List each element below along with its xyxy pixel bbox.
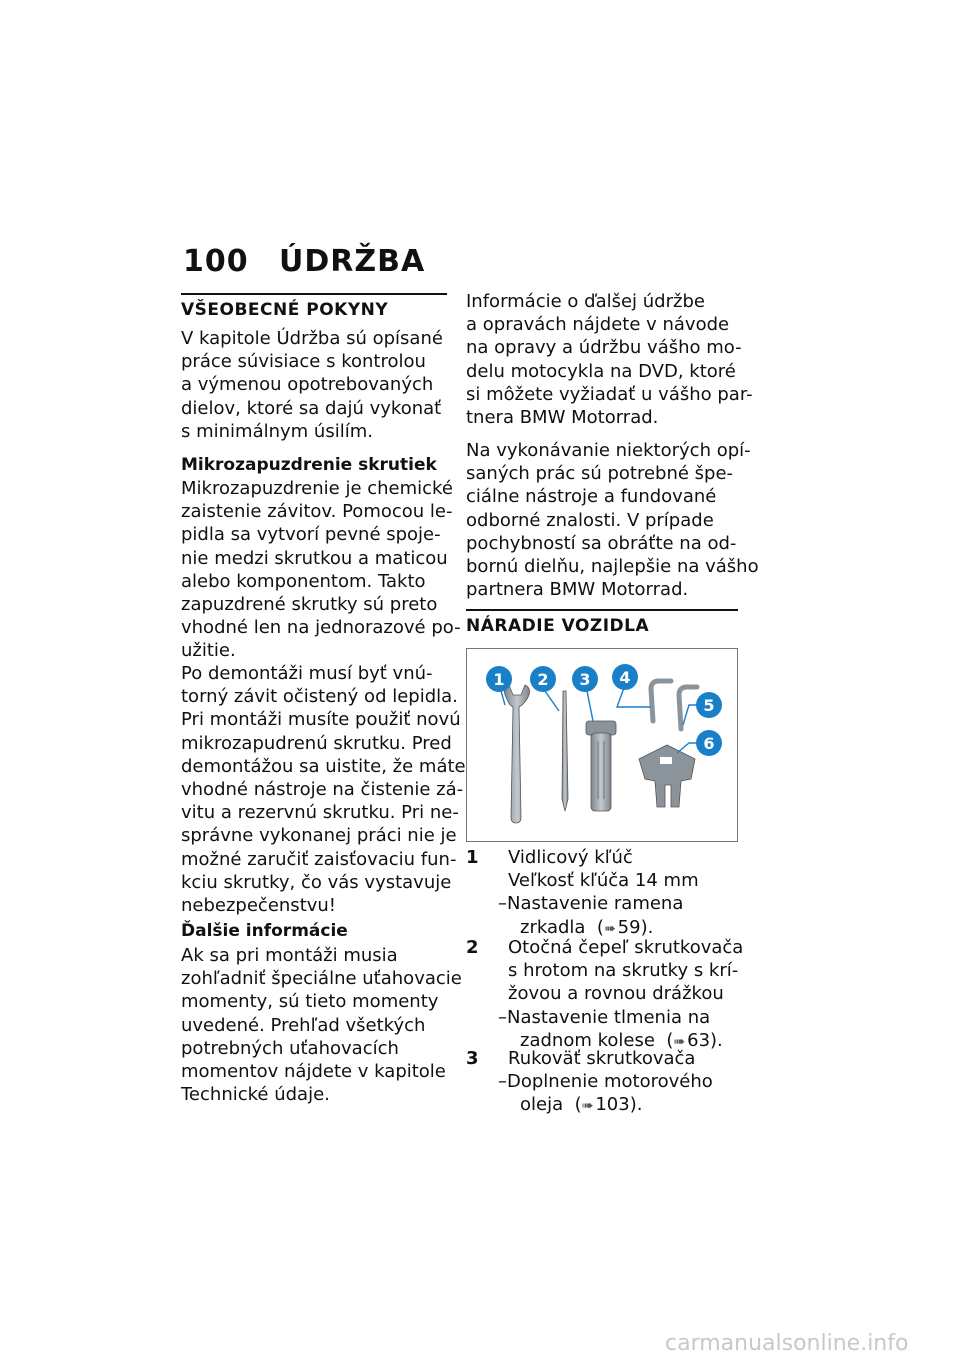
callout-badge-3 <box>572 666 598 692</box>
text-line: momenty, sú tieto momenty <box>181 991 439 1013</box>
legend-number: 3 <box>466 1048 479 1069</box>
text-line: Na vykonávanie niektorých opí- <box>466 440 751 461</box>
page-reference-link[interactable]: 63). <box>687 1029 723 1051</box>
text-line: Ak sa pri montáži musia <box>181 945 398 966</box>
text-line: alebo komponentom. Takto <box>181 570 426 592</box>
screwdriver-blade-icon <box>562 691 568 811</box>
text-line: s minimálnym úsilím. <box>181 420 373 442</box>
hex-key-icon <box>651 681 671 721</box>
microencapsulation-paragraph <box>181 477 461 663</box>
reference-open-paren: ( <box>596 916 604 938</box>
text-line: zohľadniť špeciálne uťahovacie <box>181 968 462 990</box>
text-line: potrebných uťahovacích <box>181 1037 399 1059</box>
text-line: zaistenie závitov. Pomocou le- <box>181 501 453 523</box>
section-title-general: VŠEOBECNÉ POKYNY <box>181 300 389 320</box>
cross-reference-text: oleja <box>520 1094 564 1116</box>
text-line: saných prác sú potrebné špe- <box>466 463 734 485</box>
text-line: bornú dielňu, najlepšie na vášho <box>466 556 759 578</box>
page-reference-arrow-icon: ➠ <box>603 920 616 937</box>
text-line: partnera BMW Motorrad. <box>466 579 689 601</box>
section-rule <box>181 293 447 295</box>
cross-reference-text: zadnom kolese <box>520 1029 655 1051</box>
callout-badge-6 <box>696 730 722 756</box>
section-rule <box>466 609 738 611</box>
text-line: možné zaručiť zaisťovaciu fun- <box>181 848 457 870</box>
cross-reference-text: zrkadla <box>520 916 586 938</box>
disassembly-paragraph <box>181 662 466 917</box>
legend-text: Veľkosť kľúča 14 mm <box>508 870 699 892</box>
text-line: Informácie o ďalšej údržbe <box>466 291 705 312</box>
cross-reference-line <box>498 892 699 915</box>
legend-text: žovou a rovnou drážkou <box>508 983 724 1005</box>
text-line: pochybností sa obráťte na od- <box>466 532 737 554</box>
open-end-wrench-icon <box>504 685 529 823</box>
dash-bullet: – <box>498 1071 507 1093</box>
subheading-microencapsulation: Mikrozapuzdrenie skrutiek <box>181 455 437 475</box>
callout-badge-2 <box>530 666 556 692</box>
legend-number: 2 <box>466 937 479 958</box>
dash-bullet: – <box>498 1006 507 1028</box>
text-line: vitu a rezervnú skrutku. Pri ne- <box>181 802 459 824</box>
cross-reference-line <box>520 1093 713 1118</box>
cross-reference-text: Nastavenie ramena <box>507 893 684 915</box>
text-line: práce súvisiace s kontrolou <box>181 351 426 373</box>
toolkit-illustration <box>467 649 737 841</box>
page-reference-link[interactable]: 103). <box>595 1094 643 1116</box>
text-line: torný závit očistený od lepidla. <box>181 686 458 708</box>
cross-reference-text: Doplnenie motorového <box>507 1071 713 1093</box>
legend-text: Otočná čepeľ skrutkovača <box>508 937 744 958</box>
page-number: 100 <box>183 244 249 279</box>
callout-badge-4 <box>612 664 638 690</box>
text-line: mikrozapudrenú skrutku. Pred <box>181 732 452 754</box>
text-line: V kapitole Údržba sú opísané <box>181 328 443 349</box>
svg-text:6: 6 <box>703 734 715 753</box>
svg-text:3: 3 <box>579 670 591 689</box>
key-tool-icon <box>639 745 695 807</box>
text-line: a výmenou opotrebovaných <box>181 374 434 396</box>
screwdriver-handle-icon <box>586 721 616 811</box>
cross-reference-text: Nastavenie tlmenia na <box>507 1006 711 1028</box>
text-line: nie medzi skrutkou a maticou <box>181 547 448 569</box>
text-line: vhodné len na jednorazové po- <box>181 617 461 639</box>
text-line: a opravách nájdete v návode <box>466 314 730 336</box>
text-line: zapuzdrené skrutky sú preto <box>181 594 438 616</box>
info-paragraph <box>466 290 753 429</box>
text-line: pidla sa vytvorí pevné spoje- <box>181 524 441 546</box>
page-reference-arrow-icon: ➠ <box>673 1033 686 1050</box>
text-line: na opravy a údržbu vášho mo- <box>466 337 742 359</box>
cross-reference-line <box>498 1006 743 1029</box>
reference-open-paren: ( <box>574 1094 582 1116</box>
text-line: kciu skrutky, čo vás vystavuje <box>181 871 452 893</box>
text-line: ciálne nástroje a fundované <box>466 486 717 508</box>
text-line: tnera BMW Motorrad. <box>466 407 659 429</box>
page-reference-arrow-icon: ➠ <box>581 1098 594 1115</box>
chapter-title: ÚDRŽBA <box>279 244 426 279</box>
dash-bullet: – <box>498 893 507 915</box>
svg-text:2: 2 <box>537 670 549 689</box>
watermark: carmanualsonline.info <box>665 1331 909 1356</box>
text-line: momentov nájdete v kapitole <box>181 1061 446 1083</box>
text-line: Po demontáži musí byť vnú- <box>181 663 433 684</box>
callout-badge-1 <box>486 666 512 692</box>
text-line: demontážou sa uistite, že máte <box>181 755 466 777</box>
legend-number: 1 <box>466 847 479 868</box>
text-line: Mikrozapuzdrenie je chemické <box>181 478 453 499</box>
torque-paragraph <box>181 944 462 1106</box>
svg-text:4: 4 <box>619 668 631 687</box>
text-line: odborné znalosti. V prípade <box>466 509 714 531</box>
page-header <box>183 244 425 279</box>
text-line: správne vykonanej práci nie je <box>181 825 457 847</box>
text-line: si môžete vyžiadať u vášho par- <box>466 383 753 405</box>
section-title-vehicle-tools: NÁRADIE VOZIDLA <box>466 616 650 636</box>
text-line: delu motocykla na DVD, ktoré <box>466 360 736 382</box>
reference-open-paren: ( <box>666 1029 674 1051</box>
legend-text: Vidlicový kľúč <box>508 847 633 868</box>
page-reference-link[interactable]: 59). <box>617 916 654 938</box>
svg-text:5: 5 <box>703 696 715 715</box>
text-line: uvedené. Prehľad všetkých <box>181 1014 426 1036</box>
callout-badge-5 <box>696 692 722 718</box>
legend-text: s hrotom na skrutky s krí- <box>508 960 739 982</box>
svg-text:1: 1 <box>493 670 505 689</box>
text-line: Pri montáži musíte použiť novú <box>181 709 461 731</box>
tools-note-paragraph <box>466 439 759 601</box>
text-line: užitie. <box>181 640 236 662</box>
toolkit-figure <box>466 648 738 842</box>
intro-paragraph <box>181 327 443 443</box>
cross-reference-line <box>498 1070 713 1093</box>
subheading-further-info: Ďalšie informácie <box>181 921 348 941</box>
text-line: nebezpečenstvu! <box>181 895 337 917</box>
text-line: Technické údaje. <box>181 1084 330 1106</box>
text-line: vhodné nástroje na čistenie zá- <box>181 779 464 801</box>
legend-text: Rukoväť skrutkovača <box>508 1048 696 1069</box>
text-line: dielov, ktoré sa dajú vykonať <box>181 397 442 419</box>
